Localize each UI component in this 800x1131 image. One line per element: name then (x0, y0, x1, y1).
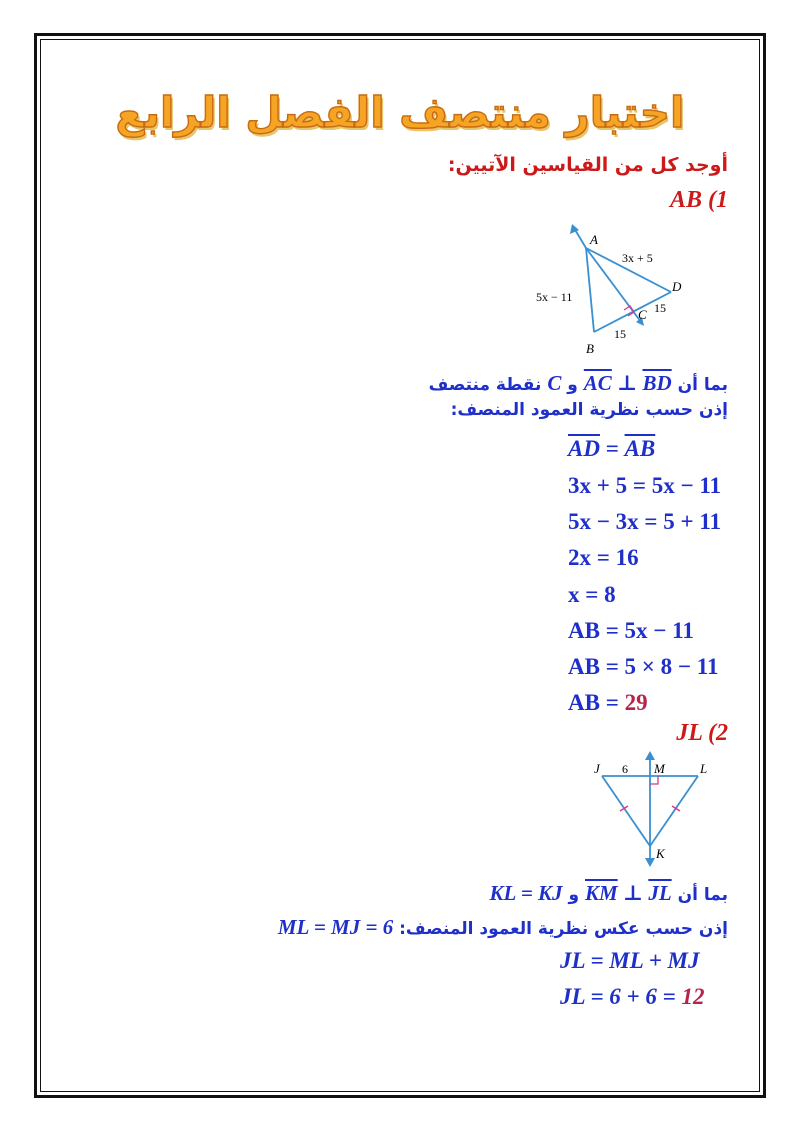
label-B: B (586, 341, 594, 356)
step-5: x = 8 (568, 582, 616, 607)
final-answer-1: AB = 29 (568, 690, 648, 715)
triangle-figure-1 (528, 222, 698, 362)
step-1: $\overline{AD} = \overline{AB}$ (568, 436, 656, 461)
label-M: M (654, 761, 665, 776)
page-title: اختبار منتصف الفصل الرابع (115, 88, 685, 137)
theorem-line-2: إذن حسب عكس نظرية العمود المنصف: ML = MJ = 6 (277, 915, 728, 939)
label-D: D (672, 279, 682, 294)
step-7: AB = 5 × 8 − 11 (568, 654, 719, 679)
arrow-down-icon (645, 858, 655, 867)
segment-lk (650, 776, 698, 846)
label-L: L (700, 761, 708, 776)
label-C: C (638, 307, 647, 322)
label-J: J (594, 761, 600, 776)
step-2: 3x + 5 = 5x − 11 (568, 473, 722, 498)
given-line-2: بما أن $\overline{KM}$ ⊥ $\overline{JL}$ و KL = KJ (489, 881, 728, 905)
theorem-line-1: إذن حسب نظرية العمود المنصف: (450, 400, 728, 420)
instruction-text: أوجد كل من القياسين الآتيين: (447, 154, 728, 176)
problem1-label: AB (1 (669, 187, 728, 213)
step-6: AB = 5x − 11 (568, 618, 694, 643)
label-jm-6: 6 (622, 762, 628, 776)
problem2-label: JL (2 (676, 720, 728, 746)
label-cd-15: 15 (654, 301, 666, 315)
label-bc-15: 15 (614, 327, 626, 341)
triangle-figure-2 (588, 750, 728, 875)
step-2-1: JL = ML + MJ (560, 948, 700, 973)
final-answer-2: JL = 6 + 6 = 12 (560, 984, 705, 1009)
label-3x-plus-5: 3x + 5 (622, 251, 653, 265)
arrow-up-icon (645, 751, 655, 760)
step-4: 2x = 16 (568, 545, 639, 570)
right-angle-icon (650, 776, 658, 784)
label-5x-minus-11: 5x − 11 (536, 290, 573, 304)
label-K: K (656, 846, 665, 861)
label-A: A (590, 232, 598, 247)
given-line-1: بما أن $\overline{AC}$ ⊥ $\overline{BD}$ و C نقطة منتصف (428, 371, 728, 395)
step-3: 5x − 3x = 5 + 11 (568, 509, 722, 534)
segment-jk (602, 776, 650, 846)
segment-ab (586, 248, 594, 332)
